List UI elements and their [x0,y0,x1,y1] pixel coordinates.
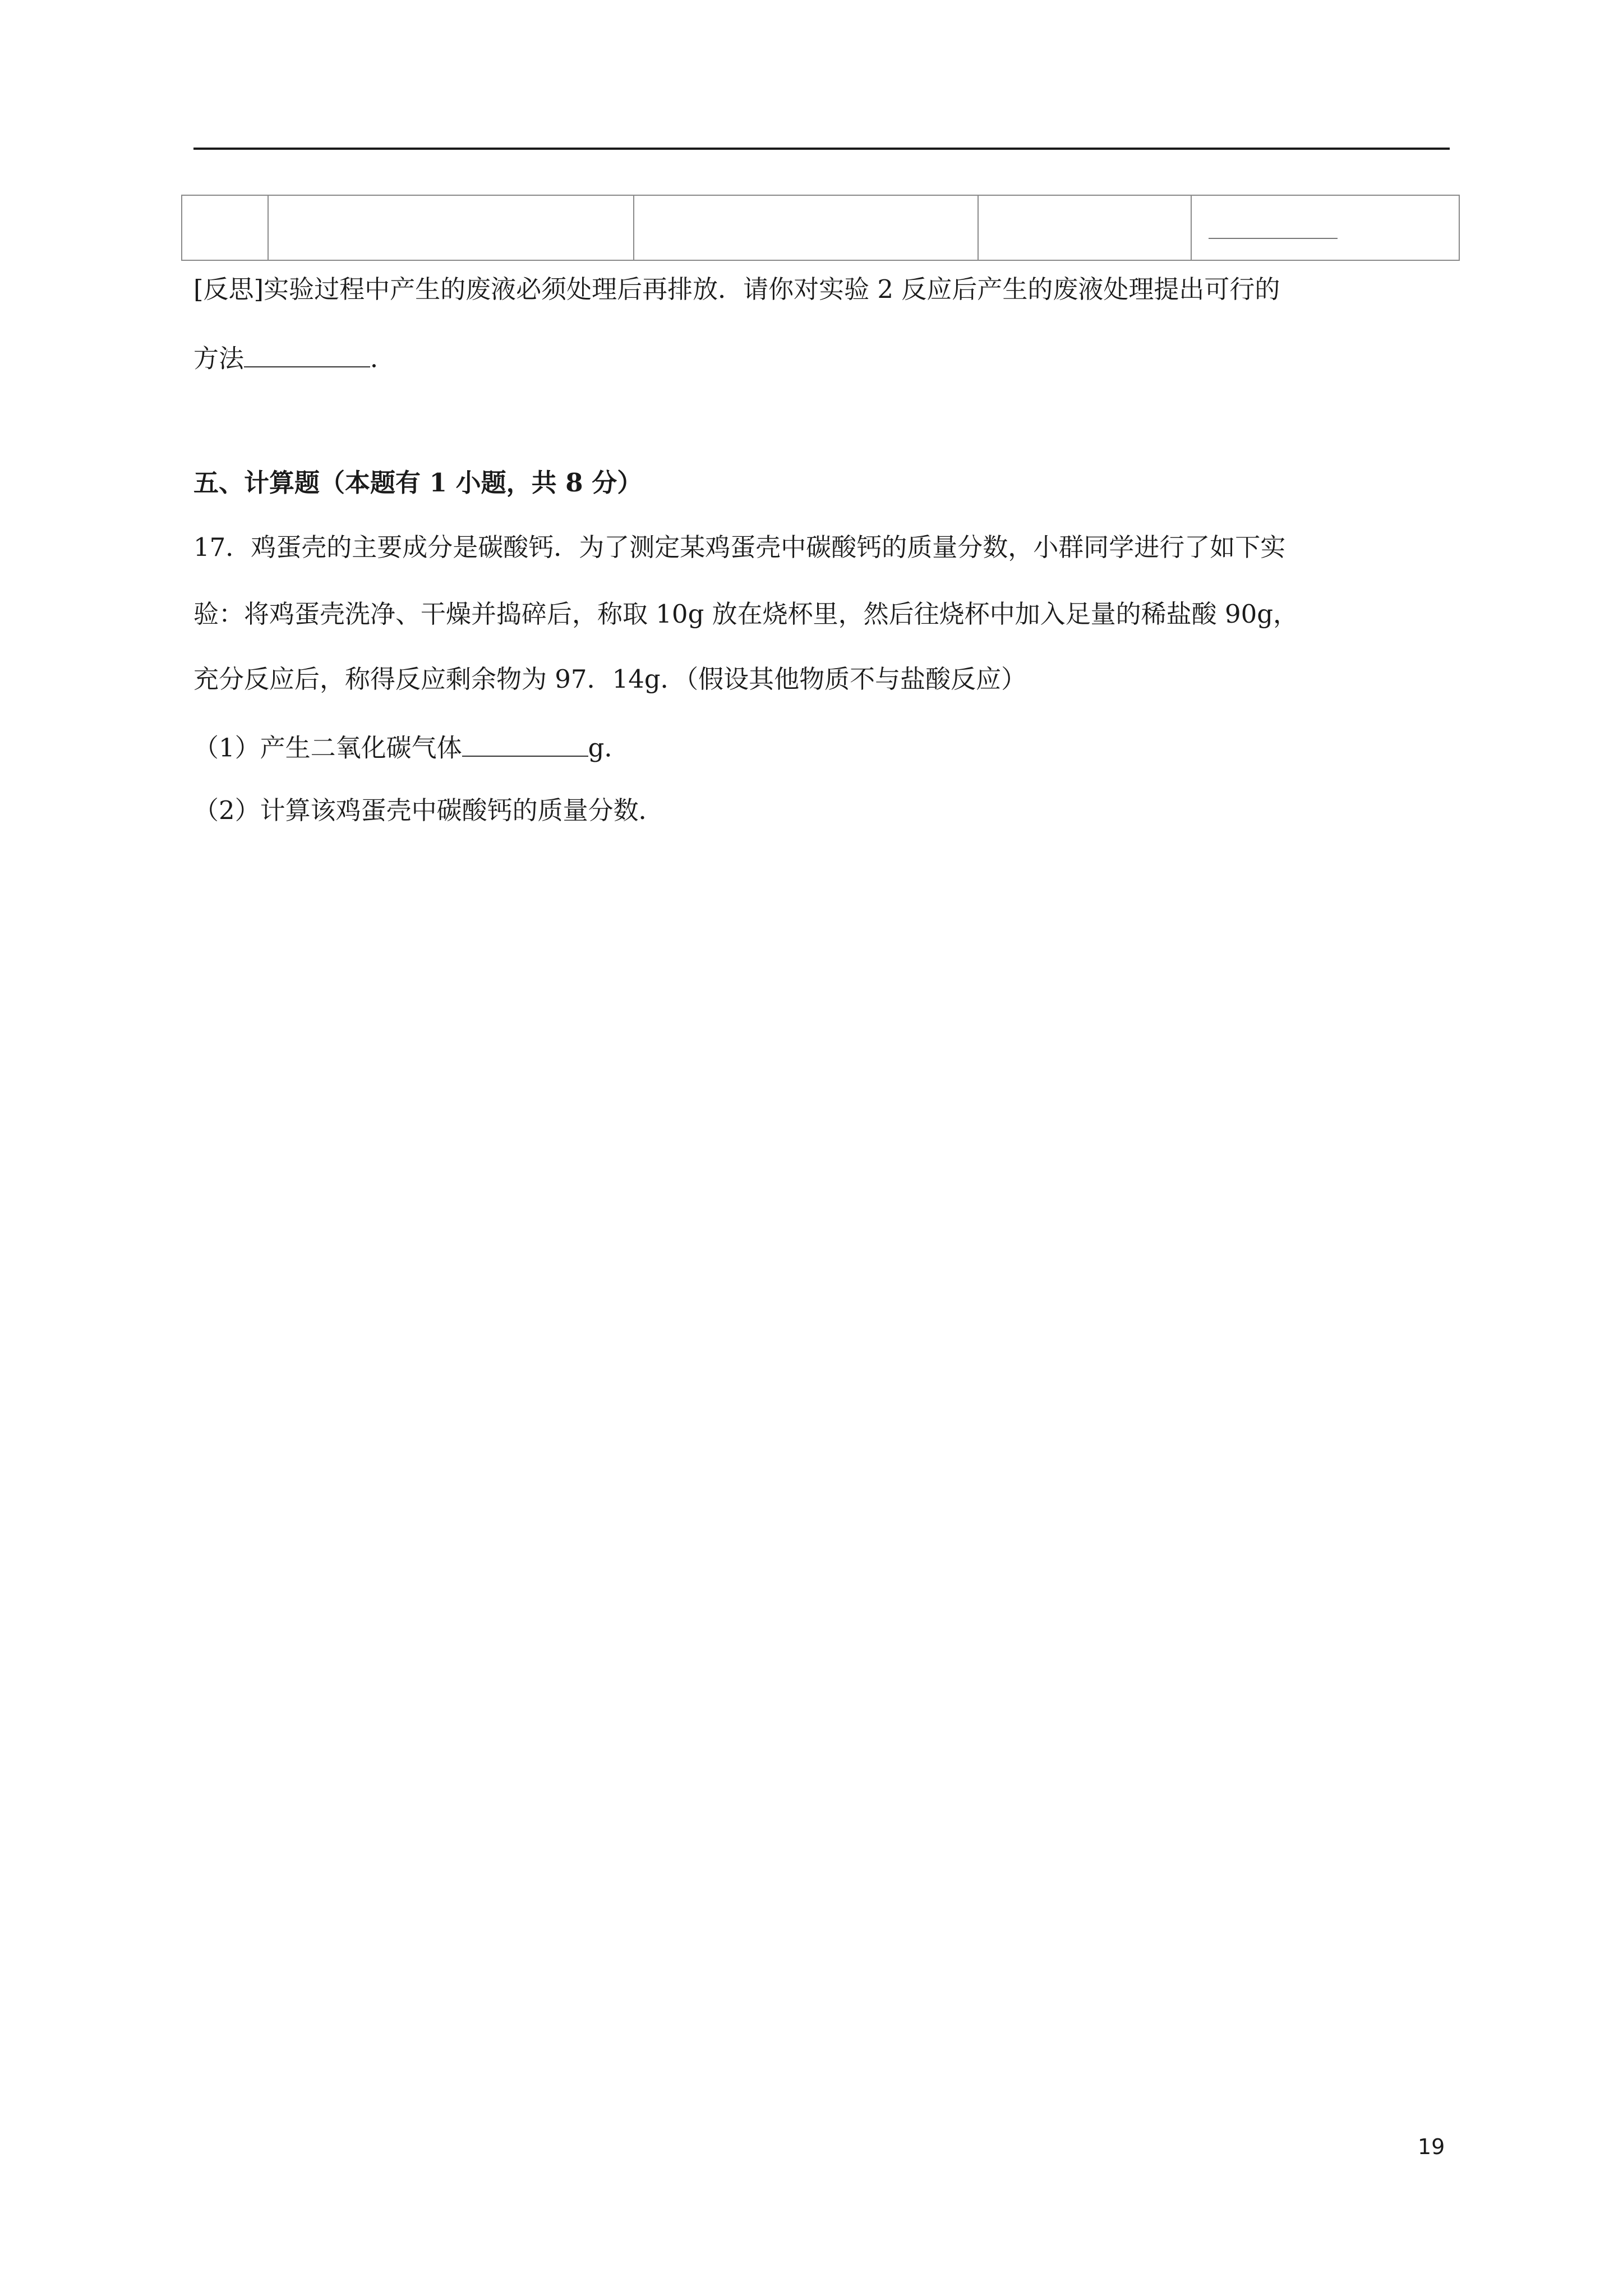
reflection-line-2: 方法 ． [193,343,396,374]
question-17-part-1: （1）产生二氧化碳气体 g． [193,733,630,763]
table-cell [978,195,1191,260]
table-cell [182,195,268,260]
table-cell [1191,195,1459,260]
answer-blank[interactable] [462,733,588,757]
reflection-line-1: [反思]实验过程中产生的废液必须处理后再排放．请你对实验 2 反应后产生的废液处理提出可行的 [193,274,1280,304]
question-17-line-2: 验：将鸡蛋壳洗净、干燥并捣碎后，称取 10g 放在烧杯里，然后往烧杯中加入足量的稀盐酸 90g， [193,599,1299,629]
question-17-line-1: 17．鸡蛋壳的主要成分是碳酸钙．为了测定某鸡蛋壳中碳酸钙的质量分数，小群同学进行了如下实 [193,532,1286,562]
reflection-label: [反思] [193,274,264,304]
answer-blank[interactable] [244,343,370,367]
question-17-part-2: （2）计算该鸡蛋壳中碳酸钙的质量分数． [193,795,664,825]
page-number: 19 [1418,2134,1445,2159]
section-heading: 五、计算题（本题有 1 小题，共 8 分） [193,468,643,498]
header-rule [193,148,1450,150]
table-row [182,195,1459,260]
answer-table-fragment [181,195,1460,261]
question-17-line-3: 充分反应后，称得反应剩余物为 97．14g．（假设其他物质不与盐酸反应） [193,664,1027,694]
answer-blank[interactable] [1209,238,1338,239]
table-cell [634,195,978,260]
table-cell [268,195,634,260]
